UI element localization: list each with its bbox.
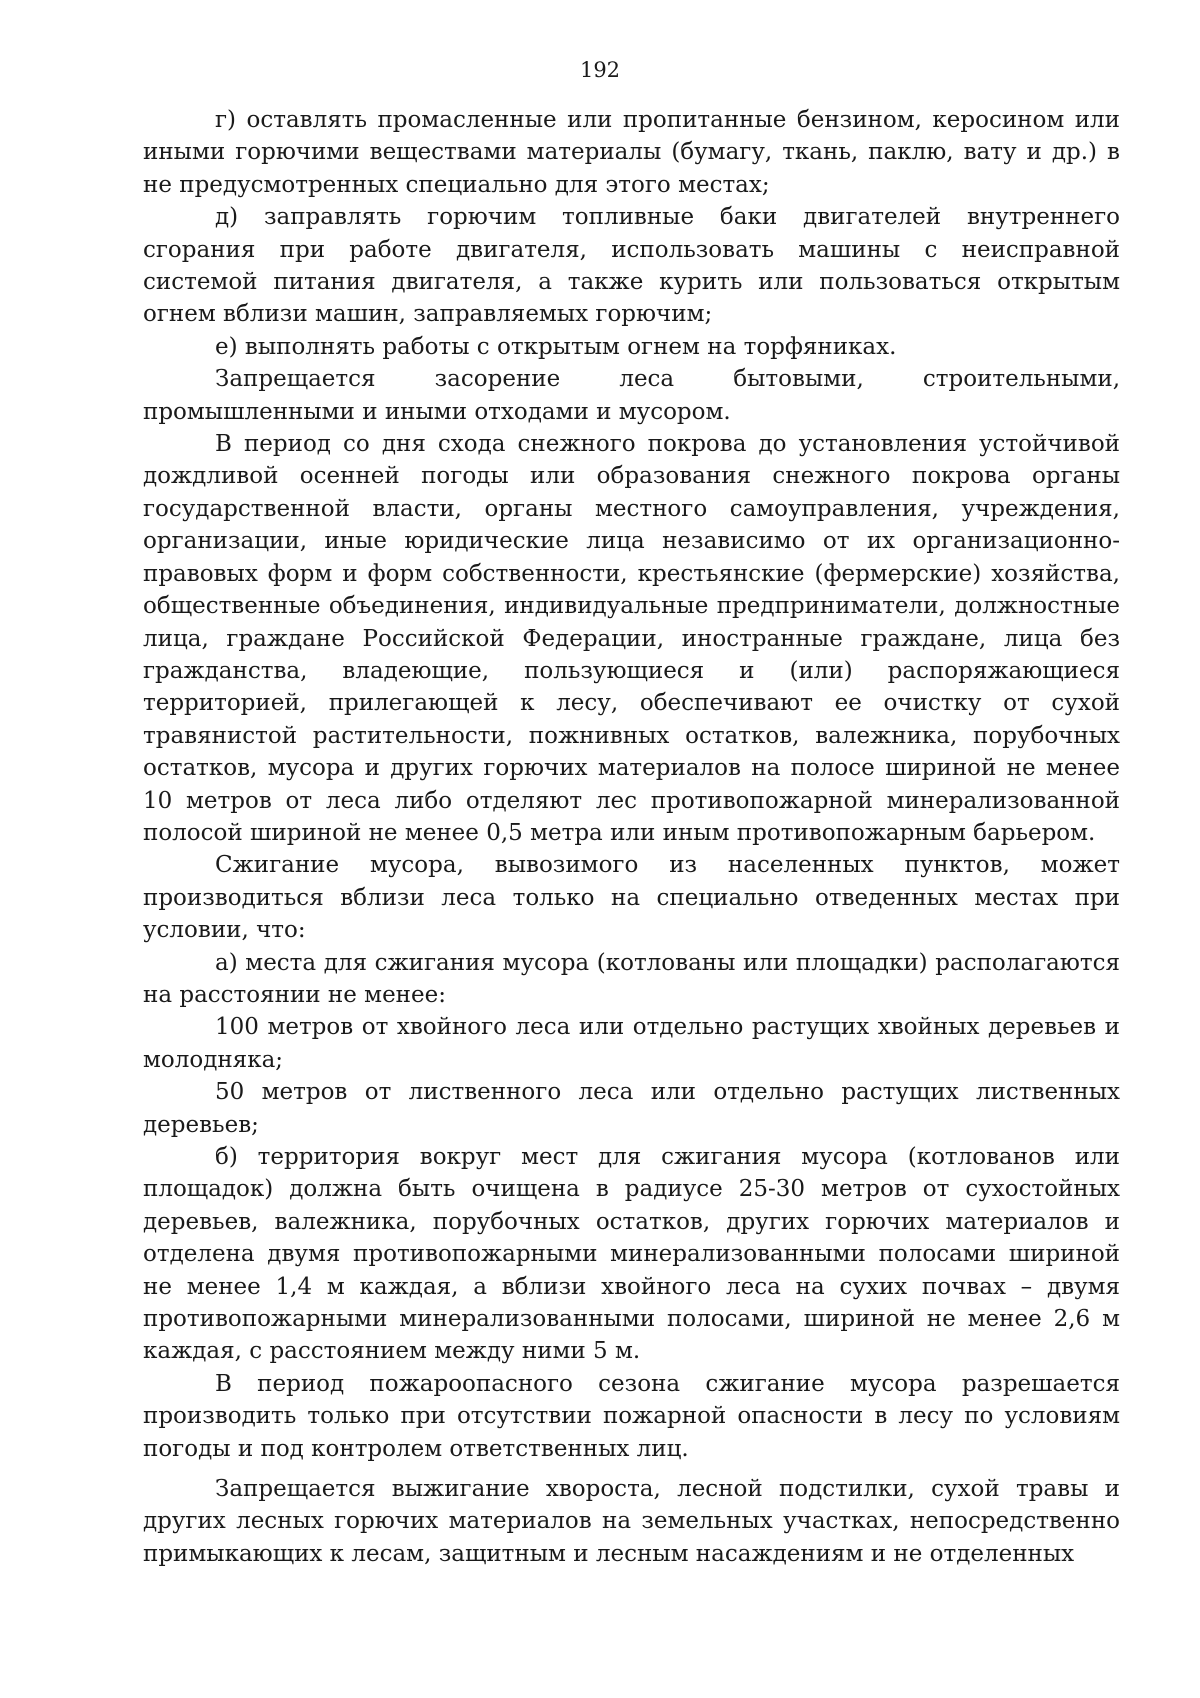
paragraph-item-e: е) выполнять работы с открытым огнем на торфяниках. [215, 333, 897, 360]
paragraph-item-a: а) места для сжигания мусора (котлованы или площадки) располагаются на расстоянии не менее: [143, 949, 1120, 1008]
page-number: 192 [579, 58, 621, 82]
document-body [143, 104, 1120, 1570]
paragraph-waste-burning: Сжигание мусора, вывозимого из населенных пунктов, может производиться вблизи леса только на специально отведенных местах при условии, что: [143, 852, 1120, 944]
paragraph-item-g: г) оставлять промасленные или пропитанные бензином, керосином или иными горючими веществами материалы (бумагу, ткань, паклю, вату и др.) в не предусмотренных специально для этого местах; [143, 107, 1120, 198]
paragraph-distance-deciduous: 50 метров от лиственного леса или отдельно растущих лиственных деревьев; [143, 1079, 1120, 1138]
paragraph-item-b: б) территория вокруг мест для сжигания мусора (котлованов или площадок) должна быть очищена в радиусе 25-30 метров от сухостойных деревьев, валежника, порубочных остатков, других горючих материалов и отделена двумя противопожарными минерализованными полосами шириной не менее 1,4 м каждая, а вблизи хвойного леса на сухих почвах – двумя противопожарными минерализованными полосами, шириной не менее 2,6 м каждая, с расстоянием между ними 5 м. [143, 1144, 1120, 1365]
paragraph-clearing-period: В период со дня схода снежного покрова до установления устойчивой дождливой осенней погоды или образования снежного покрова органы государственной власти, органы местного самоуправления, учреждения, организации, иные юридические лица независимо от их организационно-правовых форм и форм собственности, крестьянские (фермерские) хозяйства, общественные объединения, индивидуальные предприниматели, должностные лица, граждане Российской Федерации, иностранные граждане, лица без гражданства, владеющие, пользующиеся и (или) распоряжающиеся территорией, прилегающей к лесу, обеспечивают ее очистку от сухой травянистой растительности, пожнивных остатков, валежника, порубочных остатков, мусора и других горючих материалов на полосе шириной не менее 10 метров от леса либо отделяют лес противопожарной минерализованной полосой шириной не менее 0,5 метра или иным противопожарным барьером. [143, 431, 1120, 846]
paragraph-distance-conifer: 100 метров от хвойного леса или отдельно растущих хвойных деревьев и молодняка; [143, 1014, 1120, 1073]
paragraph-burning-ban: Запрещается выжигание хвороста, лесной подстилки, сухой травы и других лесных горючих материалов на земельных участках, непосредственно примыкающих к лесам, защитным и лесным насаждениям и не отделенных [143, 1476, 1120, 1567]
paragraph-item-d: д) заправлять горючим топливные баки двигателей внутреннего сгорания при работе двигателя, использовать машины с неисправной системой питания двигателя, а также курить или пользоваться открытым огнем вблизи машин, заправляемых горючим; [143, 204, 1120, 328]
paragraph-litter-ban: Запрещается засорение леса бытовыми, строительными, промышленными и иными отходами и мусором. [143, 366, 1120, 425]
paragraph-fire-season: В период пожароопасного сезона сжигание мусора разрешается производить только при отсутствии пожарной опасности в лесу по условиям погоды и под контролем ответственных лиц. [143, 1370, 1120, 1462]
